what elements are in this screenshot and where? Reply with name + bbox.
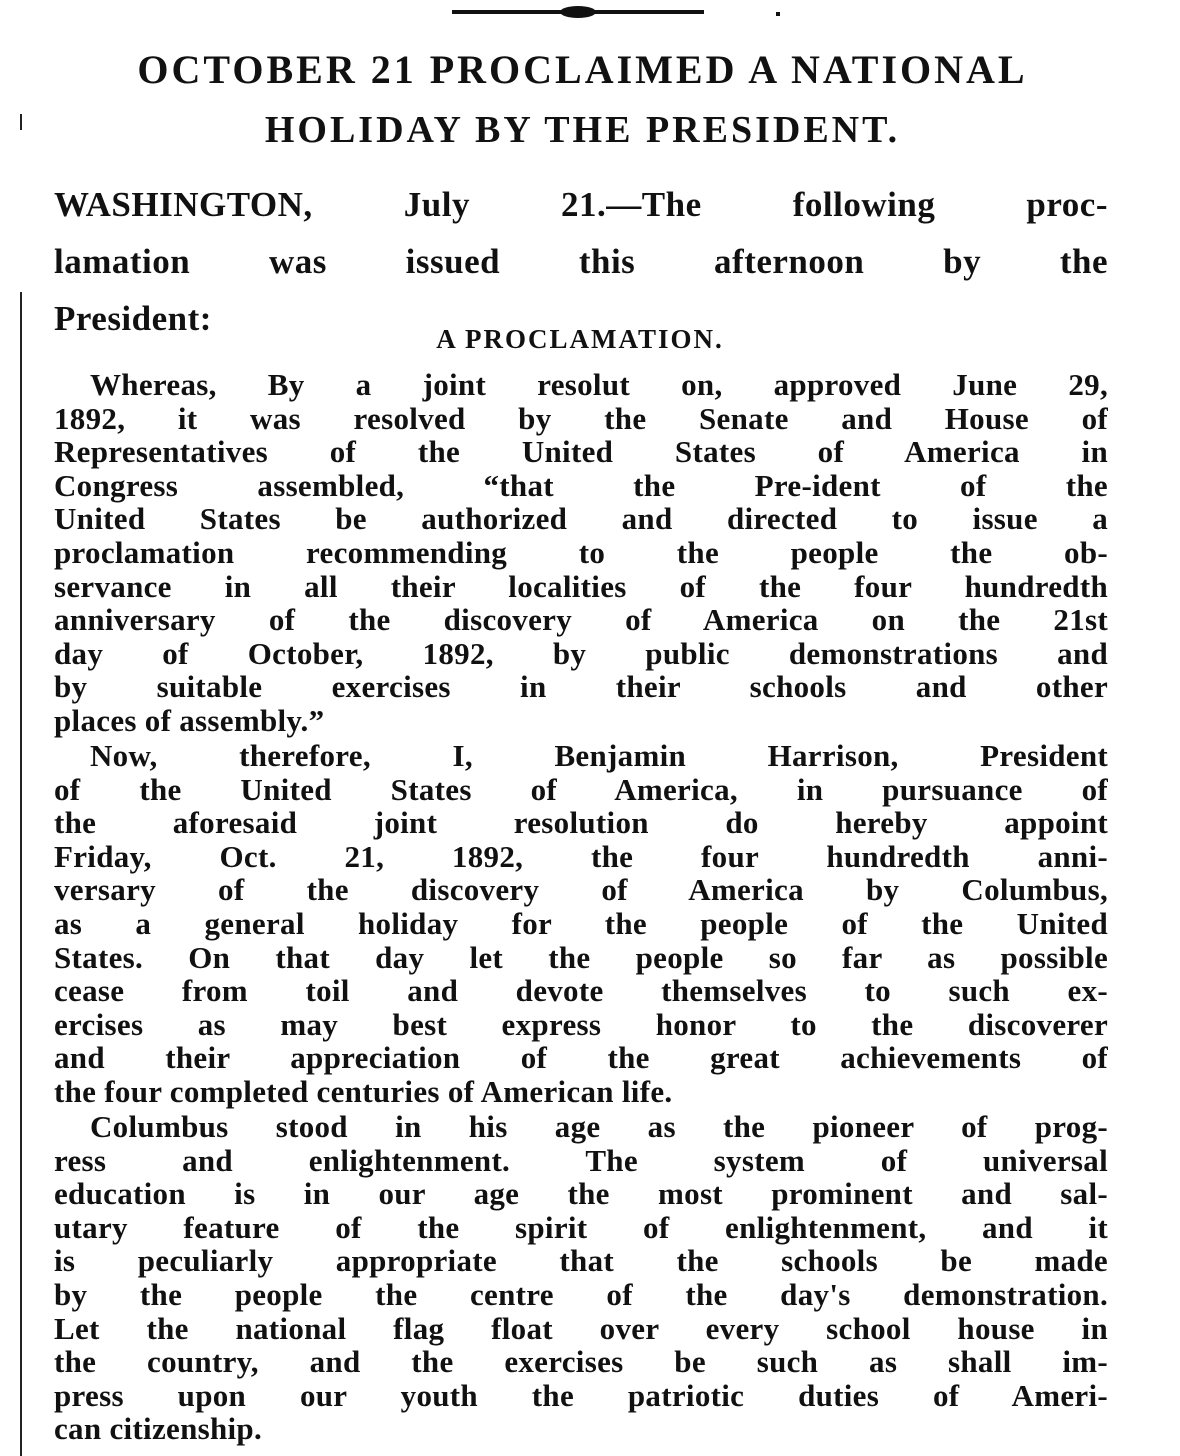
text-line: Whereas, By a joint resolut on, approved June 29, — [90, 367, 1108, 402]
text-line: States. On that day let the people so far as possible — [54, 939, 1108, 975]
paragraph-columbus — [54, 1110, 1108, 1446]
text-line: the country, and the exercises be such as shall im- — [54, 1344, 1108, 1380]
lead-line: WASHINGTON, July 21.—The following proc- — [54, 185, 1108, 224]
column-rule-fragment — [20, 114, 22, 130]
text-line: ercises as may best express honor to the discoverer — [54, 1006, 1108, 1042]
text-line: cease from toil and devote themselves to such ex- — [54, 973, 1108, 1009]
text-line: of the United States of America, in pursuance of — [54, 771, 1108, 807]
text-line: Let the national flag float over every school house in — [54, 1310, 1108, 1346]
proclamation-subhead: A PROCLAMATION. — [436, 324, 724, 354]
text-line: Friday, Oct. 21, 1892, the four hundredth anni- — [54, 838, 1108, 874]
text-line: is peculiarly appropriate that the schools be made — [54, 1243, 1108, 1279]
text-line: ress and enlightenment. The system of universal — [54, 1142, 1108, 1178]
paragraph-now-therefore — [54, 739, 1108, 1109]
column-rule — [20, 292, 22, 1456]
text-line: education is in our age the most prominent and sal- — [54, 1176, 1108, 1212]
text-line: places of assembly.” — [54, 702, 325, 738]
top-decorative-rule — [452, 10, 704, 14]
text-line: and their appreciation of the great achievements of — [54, 1040, 1108, 1076]
headline-line-1: OCTOBER 21 PROCLAIMED A NATIONAL — [137, 47, 1028, 92]
text-line: proclamation recommending to the people the ob- — [54, 534, 1108, 570]
headline-line-2: HOLIDAY BY THE PRESIDENT. — [264, 109, 901, 151]
lead-line: lamation was issued this afternoon by the — [54, 242, 1108, 281]
text-line: Congress assembled, “that the Pre-ident of the — [54, 467, 1108, 503]
text-line: Columbus stood in his age as the pioneer of prog- — [90, 1109, 1108, 1144]
text-line: Now, therefore, I, Benjamin Harrison, President — [90, 738, 1108, 773]
text-line: press upon our youth the patriotic duties of Ameri- — [54, 1377, 1108, 1413]
text-line: by the people the centre of the day's demonstration. — [54, 1276, 1108, 1312]
text-line: the aforesaid joint resolution do hereby appoint — [54, 805, 1108, 841]
lead-line: President: — [54, 299, 212, 338]
text-line: utary feature of the spirit of enlightenment, and it — [54, 1209, 1108, 1245]
text-line: Representatives of the United States of America in — [54, 434, 1108, 470]
text-line: United States be authorized and directed to issue a — [54, 501, 1108, 537]
text-line: as a general holiday for the people of the United — [54, 905, 1108, 941]
text-line: the four completed centuries of American life. — [54, 1073, 673, 1109]
text-line: versary of the discovery of America by Columbus, — [54, 872, 1108, 908]
text-line: servance in all their localities of the four hundredth — [54, 568, 1108, 604]
text-line: day of October, 1892, by public demonstrations and — [54, 635, 1108, 671]
text-line: 1892, it was resolved by the Senate and House of — [54, 400, 1108, 436]
print-speck — [776, 12, 780, 16]
text-line: anniversary of the discovery of America on the 21st — [54, 602, 1108, 638]
paragraph-whereas — [54, 368, 1108, 738]
text-line: by suitable exercises in their schools and other — [54, 669, 1108, 705]
text-line: can citizenship. — [54, 1411, 263, 1447]
